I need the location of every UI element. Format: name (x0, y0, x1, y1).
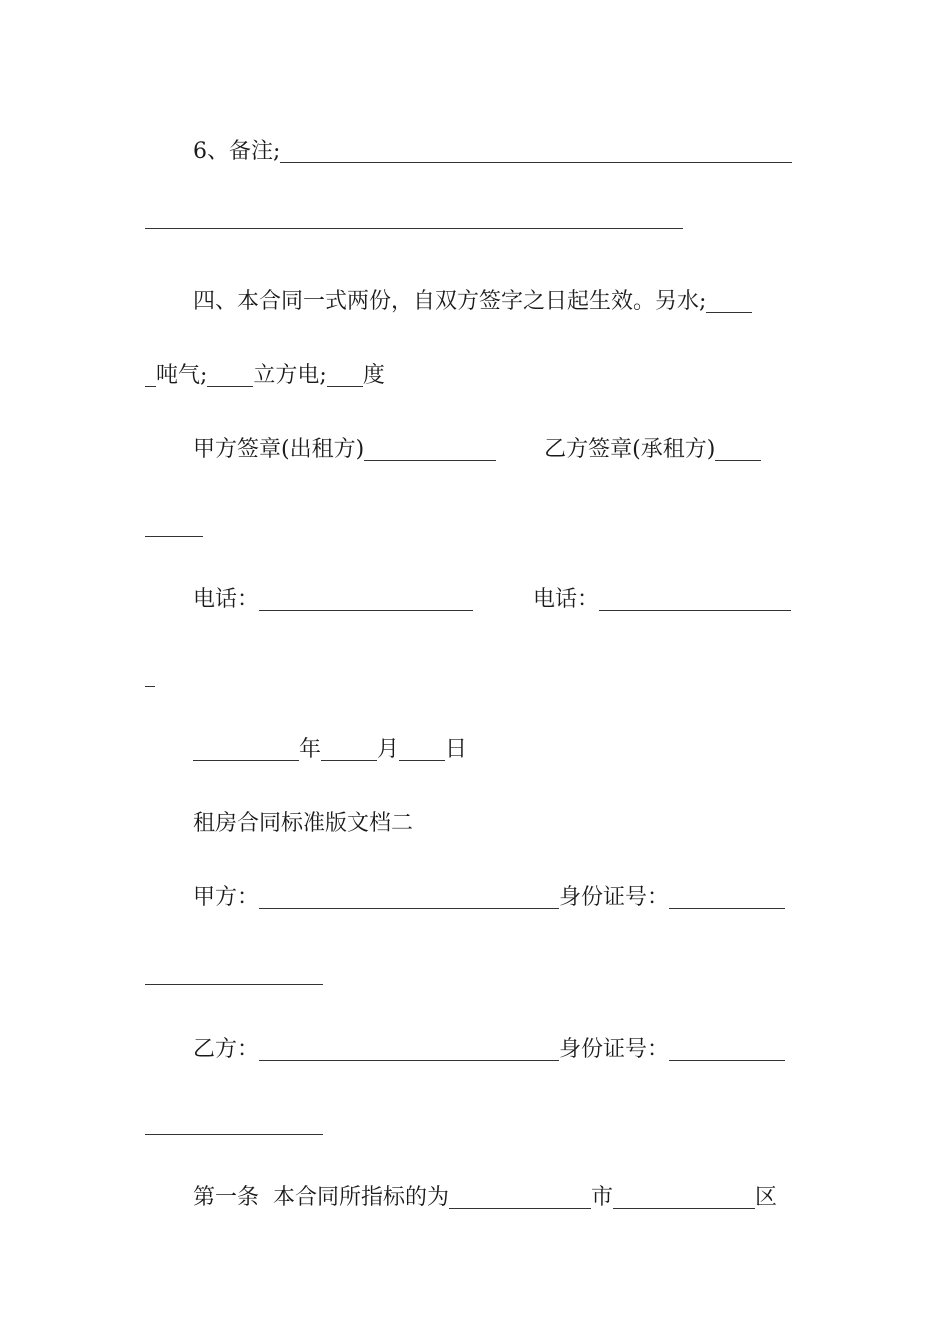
clause-4-line (193, 282, 807, 322)
water-blank-cont[interactable] (145, 356, 156, 387)
party-b-sign-label: 乙方签章(承租方) (544, 437, 716, 462)
clause-4-text: 四、本合同一式两份，自双方签字之日起生效。另水; (193, 289, 707, 314)
party-b-continuation (145, 1104, 807, 1144)
phone-label-a: 电话： (193, 587, 260, 612)
phone-b-blank[interactable] (599, 580, 791, 611)
signature-line (193, 430, 807, 470)
phone-continuation (145, 656, 807, 696)
district-label: 区 (755, 1185, 778, 1210)
remarks-blank-2[interactable] (145, 198, 683, 229)
party-b-id-blank-cont[interactable] (145, 1104, 323, 1135)
water-blank[interactable] (706, 282, 752, 313)
party-a-continuation (145, 954, 807, 994)
party-a-sign-blank[interactable] (364, 430, 496, 461)
party-b-label: 乙方： (193, 1037, 260, 1062)
phone-label-b: 电话： (533, 587, 600, 612)
party-a-id-blank[interactable] (669, 878, 785, 909)
remarks-continuation (145, 198, 807, 238)
day-blank[interactable] (399, 730, 445, 761)
electricity-unit: 度 (362, 363, 385, 388)
water-unit: 吨气; (156, 363, 208, 388)
year-label: 年 (299, 737, 322, 762)
party-a-sign-label: 甲方签章(出租方) (193, 437, 365, 462)
doc2-title-line (193, 804, 807, 844)
day-label: 日 (445, 737, 468, 762)
date-line (193, 730, 807, 770)
doc2-title: 租房合同标准版文档二 (193, 811, 414, 836)
party-b-sign-blank-cont[interactable] (145, 506, 203, 537)
gas-unit: 立方电; (253, 363, 327, 388)
phone-a-blank[interactable] (259, 580, 473, 611)
city-blank[interactable] (449, 1178, 591, 1209)
party-b-name-blank[interactable] (259, 1030, 559, 1061)
phone-b-blank-cont[interactable] (145, 656, 155, 687)
utilities-line (145, 356, 807, 396)
month-label: 月 (377, 737, 400, 762)
remarks-line (193, 132, 807, 172)
party-b-sign-blank[interactable] (715, 430, 761, 461)
article-1-text: 第一条 本合同所指标的为 (193, 1185, 449, 1210)
phone-line (193, 580, 807, 620)
district-blank[interactable] (613, 1178, 755, 1209)
party-a-id-blank-cont[interactable] (145, 954, 323, 985)
gas-blank[interactable] (207, 356, 253, 387)
party-b-id-blank[interactable] (669, 1030, 785, 1061)
party-a-name-blank[interactable] (259, 878, 559, 909)
party-b-id-label: 身份证号： (559, 1037, 670, 1062)
city-label: 市 (591, 1185, 614, 1210)
party-a-label: 甲方： (193, 885, 260, 910)
remarks-blank[interactable] (280, 132, 792, 163)
month-blank[interactable] (321, 730, 377, 761)
signature-continuation (145, 506, 807, 546)
party-a-line (193, 878, 807, 918)
electricity-blank[interactable] (327, 356, 363, 387)
party-a-id-label: 身份证号： (559, 885, 670, 910)
article-1-line (193, 1178, 807, 1218)
year-blank[interactable] (193, 730, 299, 761)
party-b-line (193, 1030, 807, 1070)
remarks-label: 6、备注; (193, 139, 281, 164)
